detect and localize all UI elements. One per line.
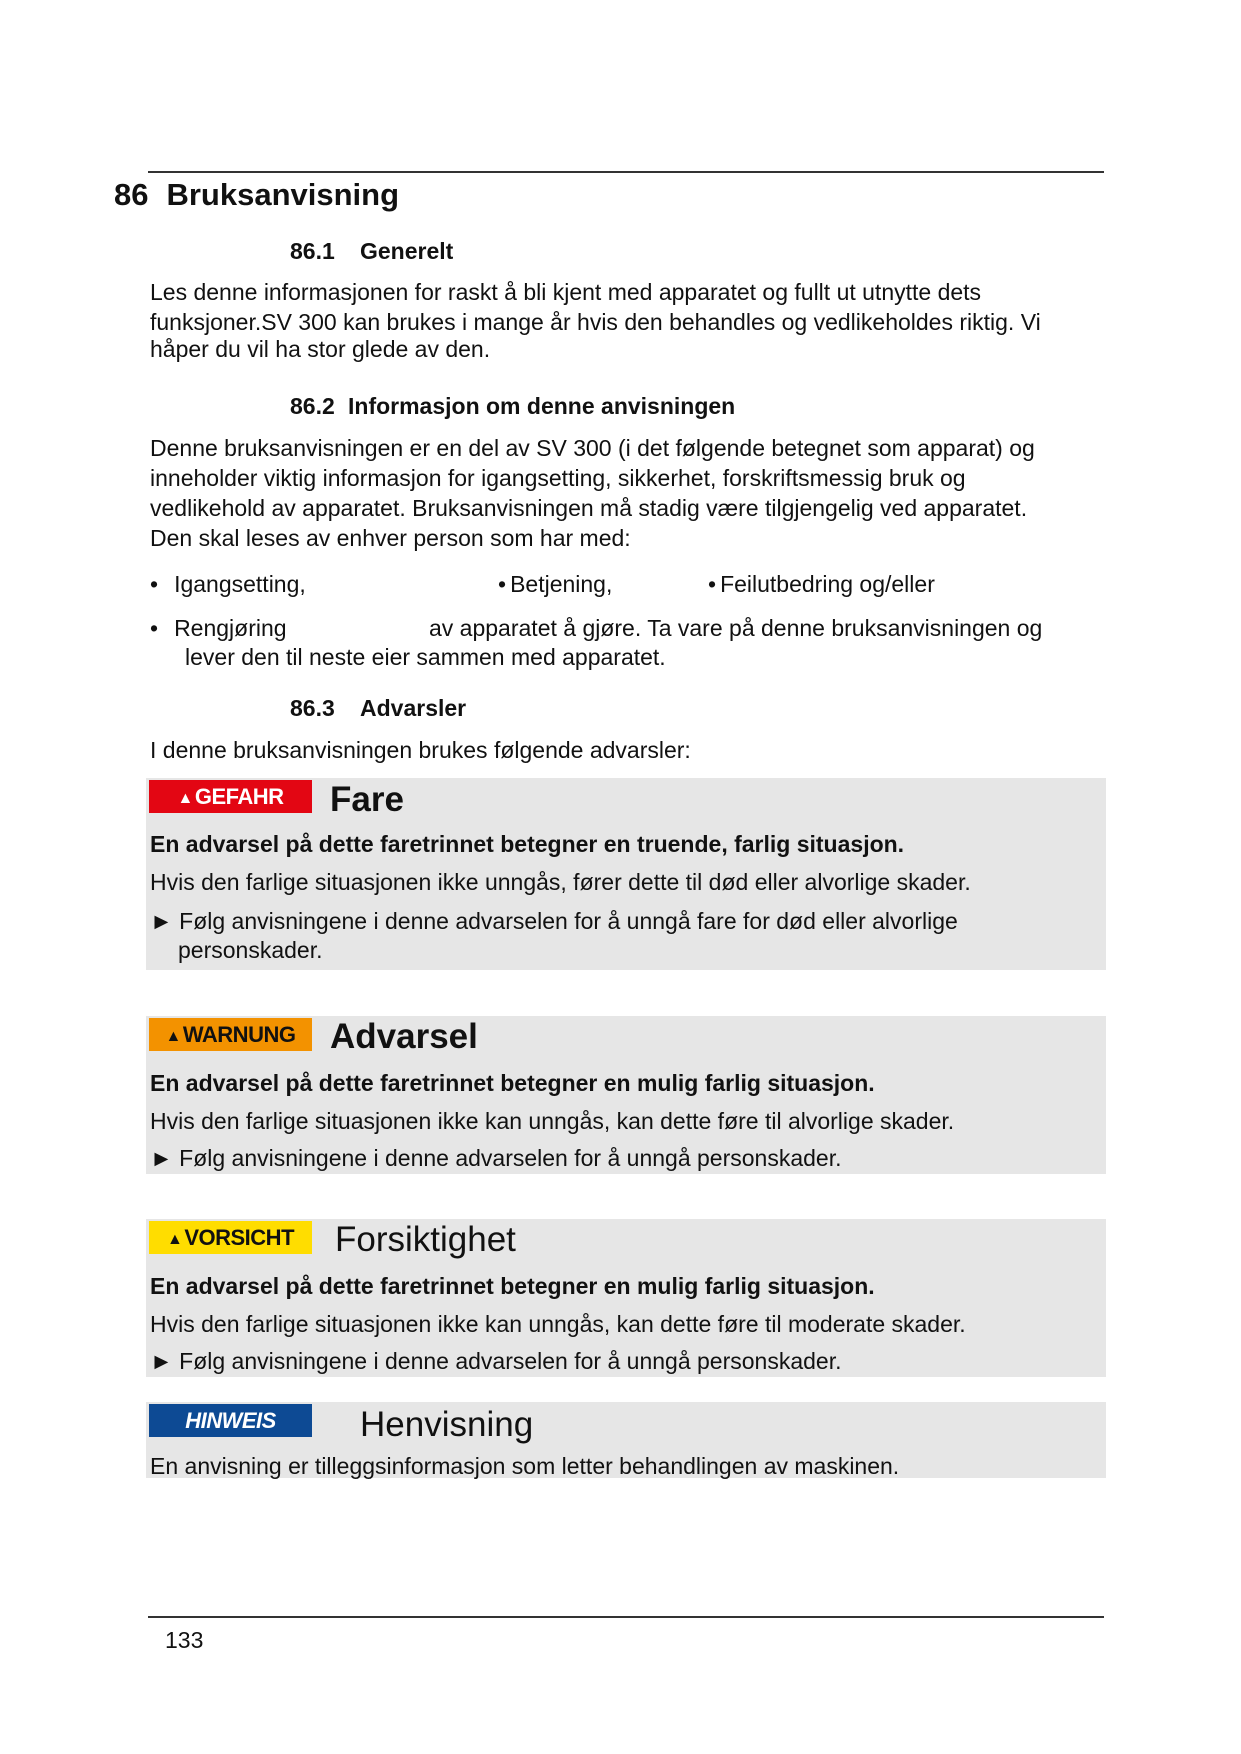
warning-title: Fare	[330, 780, 404, 819]
section-number: 86.3	[290, 695, 335, 721]
text-line: I denne bruksanvisningen brukes følgende advarsler:	[150, 737, 691, 763]
notice-box	[146, 1402, 1106, 1478]
bullet-continuation: lever den til neste eier sammen med apparatet.	[185, 644, 666, 670]
warning-box-warning	[146, 1016, 1106, 1174]
bullet-item	[708, 569, 935, 599]
chapter-number: 86	[114, 177, 149, 212]
warning-triangle-icon: ▲	[165, 1028, 181, 1045]
warning-box-danger	[146, 778, 1106, 970]
text-line: håper du vil ha stor glede av den.	[150, 336, 491, 362]
bullet-text: Rengjøring	[174, 615, 287, 641]
bullet-dot: •	[708, 571, 717, 597]
danger-badge	[149, 780, 312, 813]
section-title: Informasjon om denne anvisningen	[348, 393, 736, 419]
warning-title: Forsiktighet	[335, 1220, 516, 1259]
text-line: Den skal leses av enhver person som har med:	[150, 525, 631, 551]
section-heading-informasjon	[290, 393, 735, 420]
warning-action: ► Følg anvisningene i denne advarselen for å unngå fare for død eller alvorlige	[150, 908, 958, 934]
warning-consequence: Hvis den farlige situasjonen ikke kan unngås, kan dette føre til alvorlige skader.	[150, 1108, 955, 1134]
bullet-text: Igangsetting,	[174, 571, 306, 597]
section-heading-advarsler	[290, 695, 466, 722]
warning-consequence: Hvis den farlige situasjonen ikke unngås, fører dette til død eller alvorlige skader.	[150, 869, 971, 895]
chapter-title: Bruksanvisning	[166, 177, 400, 212]
section-number: 86.1	[290, 238, 335, 264]
warning-consequence: Hvis den farlige situasjonen ikke kan unngås, kan dette føre til moderate skader.	[150, 1311, 966, 1337]
paragraph-generelt	[150, 277, 1080, 364]
bullet-item	[150, 613, 287, 643]
badge-label: WARNUNG	[182, 1022, 296, 1047]
caution-badge	[149, 1221, 312, 1254]
section-title: Generelt	[360, 238, 454, 264]
warning-heading: En advarsel på dette faretrinnet betegner en mulig farlig situasjon.	[150, 1070, 875, 1096]
section-number: 86.2	[290, 393, 335, 419]
bullet-item	[150, 569, 306, 599]
bullet-item	[498, 569, 612, 599]
bullet-dot: •	[498, 571, 507, 597]
warning-action: ► Følg anvisningene i denne advarselen for å unngå personskader.	[150, 1145, 842, 1171]
warning-triangle-icon: ▲	[166, 1231, 183, 1248]
section-title: Advarsler	[360, 695, 467, 721]
text-line: inneholder viktig informasjon for igangsetting, sikkerhet, forskriftsmessig bruk og	[150, 465, 966, 491]
warning-heading: En advarsel på dette faretrinnet betegner en truende, farlig situasjon.	[150, 831, 905, 857]
text-line: funksjoner.SV 300 kan brukes i mange år hvis den behandles og vedlikeholdes riktig. Vi	[150, 309, 1041, 335]
warning-action: ► Følg anvisningene i denne advarselen for å unngå personskader.	[150, 1348, 842, 1374]
badge-label: VORSICHT	[184, 1225, 295, 1250]
notice-text: En anvisning er tilleggsinformasjon som letter behandlingen av maskinen.	[150, 1453, 900, 1479]
text-line: Denne bruksanvisningen er en del av SV 300 (i det følgende betegnet som apparat) og	[150, 435, 1035, 461]
section-heading-generelt	[290, 238, 453, 265]
warning-action-cont: personskader.	[178, 937, 323, 963]
text-line: vedlikehold av apparatet. Bruksanvisningen må stadig være tilgjengelig ved apparatet.	[150, 495, 1028, 521]
paragraph-informasjon	[150, 433, 1080, 553]
badge-label: GEFAHR	[194, 784, 284, 809]
notice-title: Henvisning	[360, 1405, 534, 1444]
warning-badge	[149, 1018, 312, 1051]
bullet-dot: •	[150, 571, 159, 597]
chapter-heading	[114, 177, 399, 213]
badge-label: HINWEIS	[185, 1408, 276, 1433]
warning-box-caution	[146, 1219, 1106, 1377]
page-number: 133	[165, 1627, 204, 1653]
footer-rule	[148, 1616, 1104, 1618]
bullet-dot: •	[150, 615, 159, 641]
warning-title: Advarsel	[330, 1017, 478, 1056]
text-line: Les denne informasjonen for raskt å bli kjent med apparatet og fullt ut utnytte dets	[150, 279, 982, 305]
bullet-text: Feilutbedring og/eller	[720, 571, 935, 597]
paragraph-advarsler	[150, 735, 1080, 765]
bullet-text: Betjening,	[510, 571, 613, 597]
notice-badge	[149, 1404, 312, 1437]
bullet-continuation: av apparatet å gjøre. Ta vare på denne bruksanvisningen og	[429, 615, 1043, 641]
header-rule	[148, 171, 1104, 173]
warning-triangle-icon: ▲	[177, 790, 193, 807]
warning-heading: En advarsel på dette faretrinnet betegner en mulig farlig situasjon.	[150, 1273, 875, 1299]
